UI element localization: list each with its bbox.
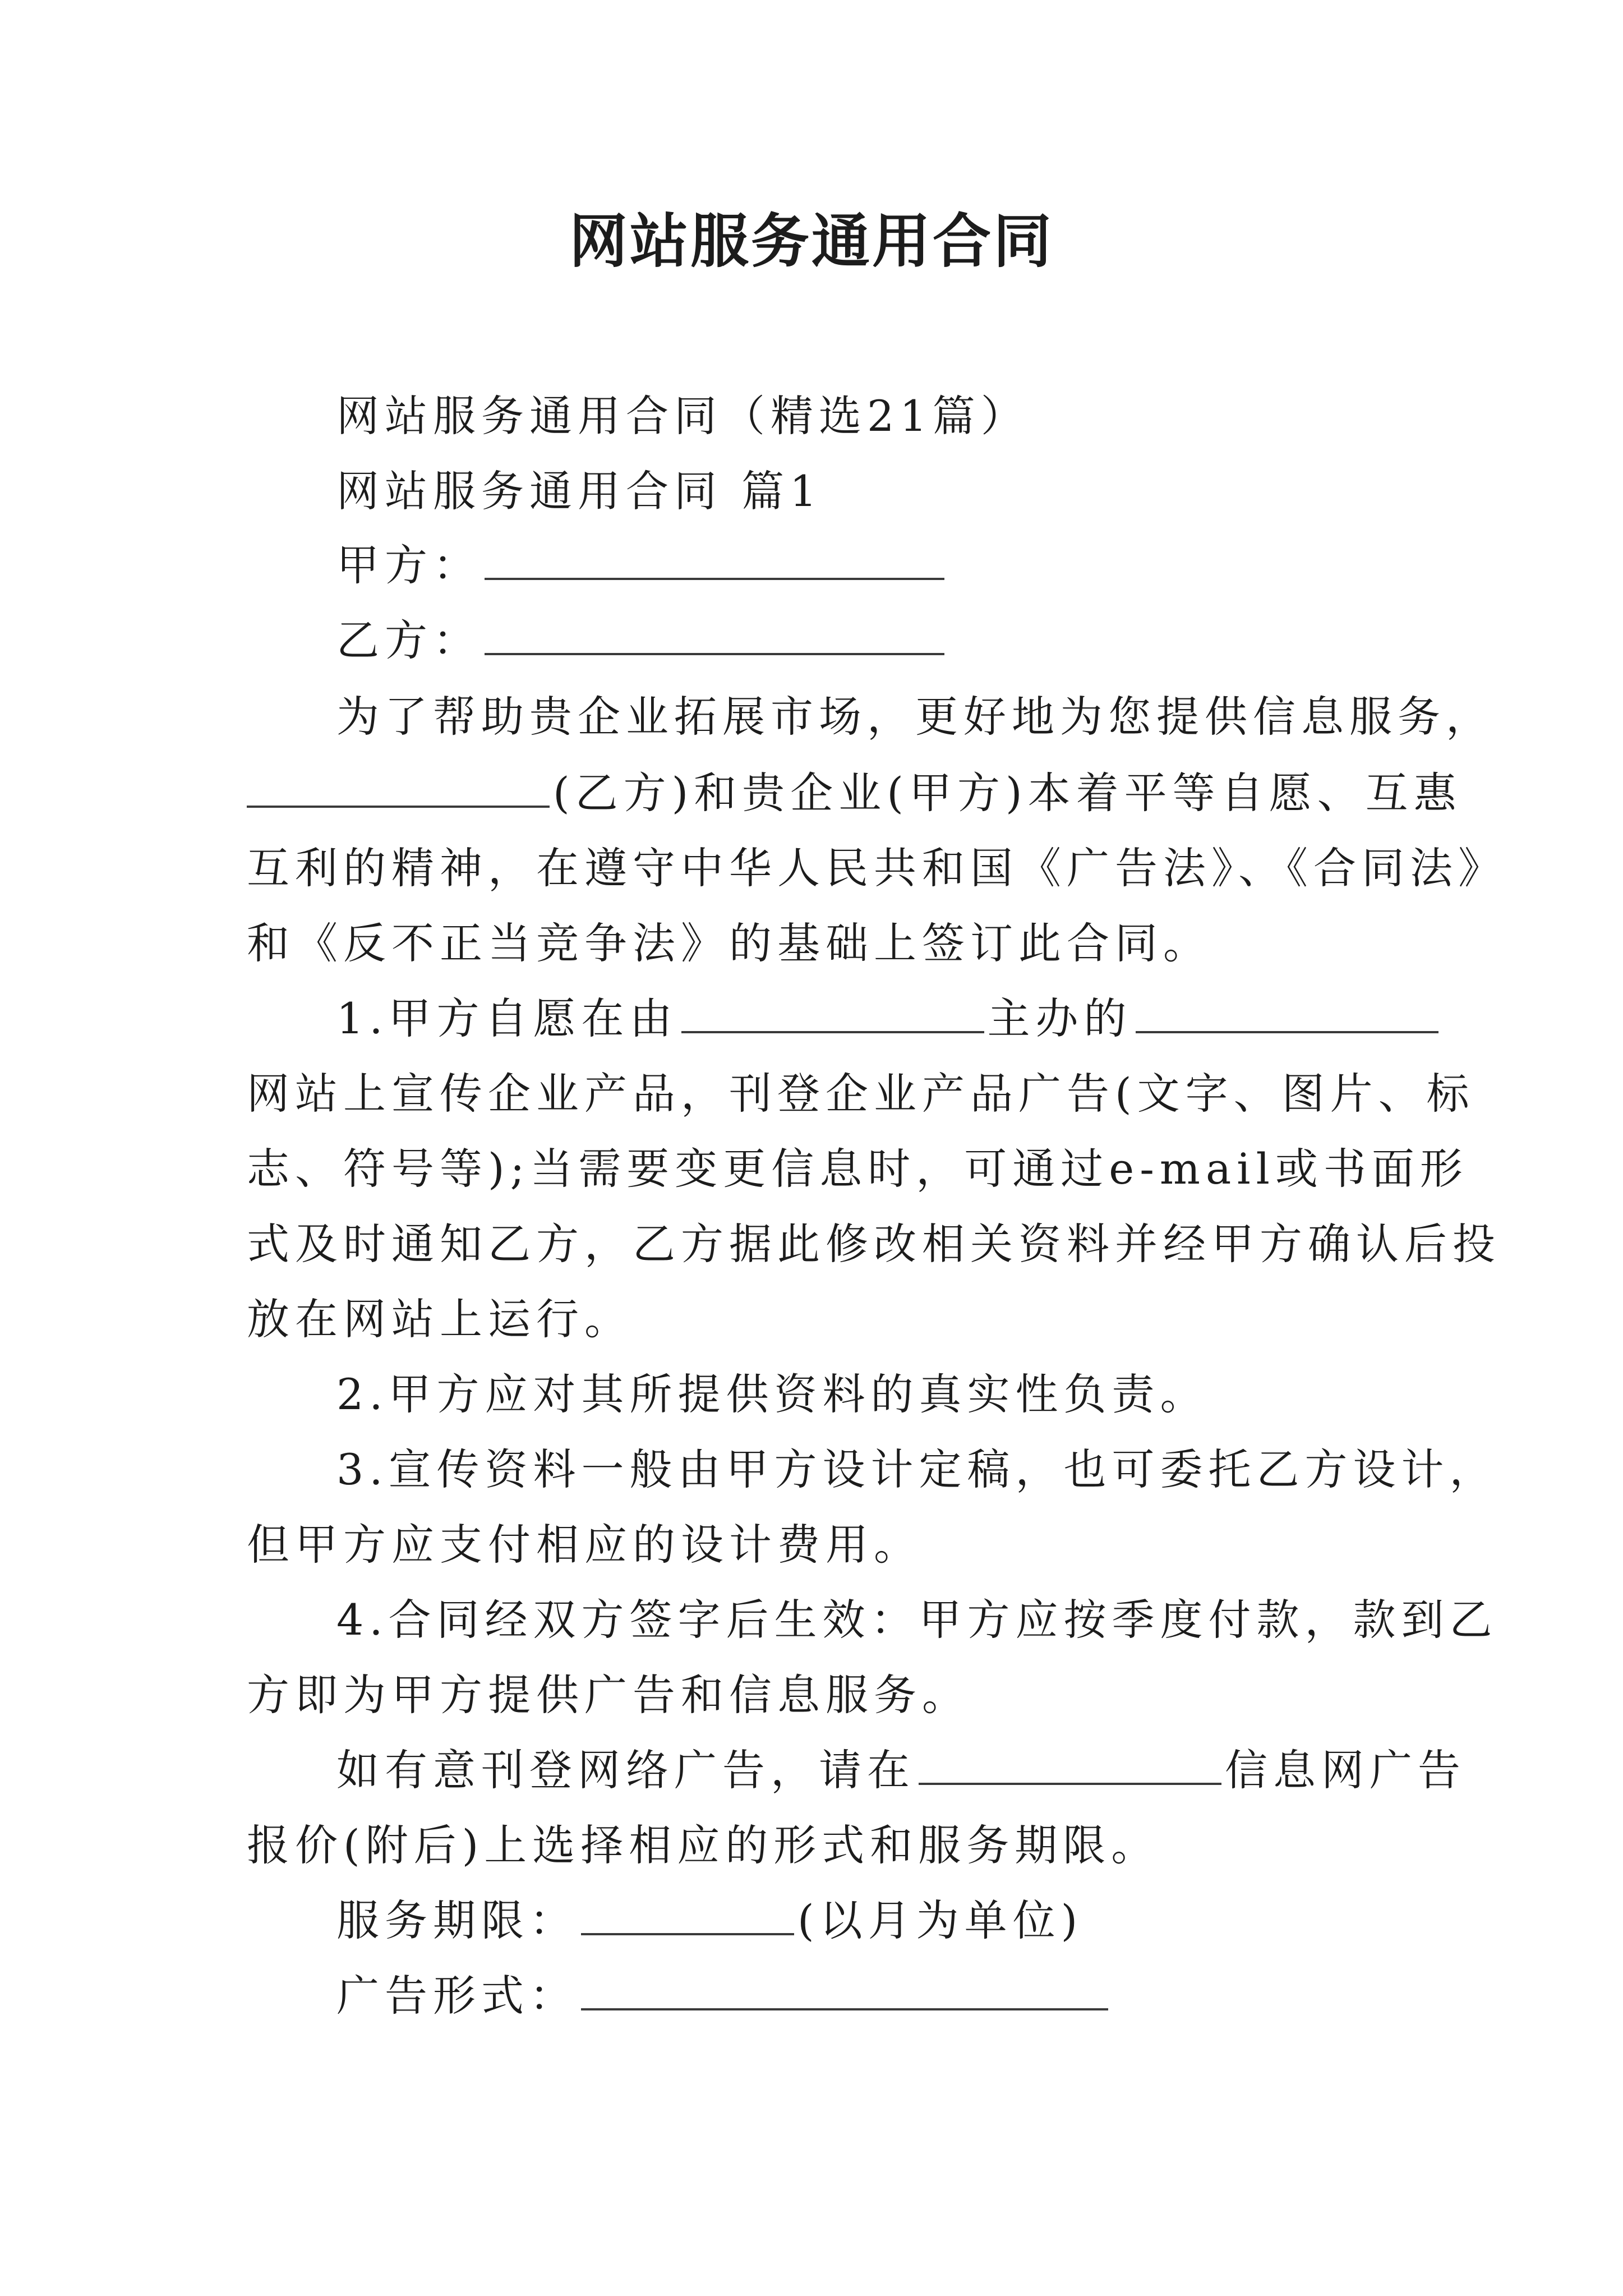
party-a-line: [336, 537, 948, 593]
intro-line-1: 为了帮助贵企业拓展市场，更好地为您提供信息服务，: [336, 692, 1494, 742]
item3-line-1: 3.宣传资料一般由甲方设计定稿，也可委托乙方设计，: [336, 1444, 1498, 1494]
item4-line-2: 方即为甲方提供广告和信息服务。: [247, 1670, 970, 1720]
item4-line-1: 4.合同经双方签字后生效：甲方应按季度付款，款到乙: [336, 1595, 1498, 1645]
ad-note-line-1b: 信息网广告: [1225, 1745, 1466, 1795]
item1-line-1b: 主办的: [987, 993, 1132, 1043]
intro-line-4: 和《反不正当竞争法》的基础上签订此合同。: [247, 918, 1211, 968]
ad-note-line-1: [336, 1742, 1466, 1798]
intro-line-3: 互利的精神，在遵守中华人民共和国《广告法》、《合同法》: [247, 843, 1506, 893]
item1-line-1: [336, 991, 1442, 1047]
party-b-blank: [485, 614, 944, 655]
subtitle: 网站服务通用合同（精选21篇）: [336, 391, 1029, 441]
party-b-line: [336, 613, 948, 669]
service-period-label: 服务期限：: [336, 1895, 578, 1945]
item2-line: 2.甲方应对其所提供资料的真实性负责。: [336, 1369, 1209, 1419]
party-a-label: 甲方：: [336, 540, 481, 590]
item1-line-5: 放在网站上运行。: [247, 1294, 633, 1344]
ad-note-line-1a: 如有意刊登网络广告，请在: [336, 1745, 915, 1795]
organizer-blank: [681, 992, 984, 1033]
party-b-name-blank: [247, 766, 550, 808]
section-heading: 网站服务通用合同 篇1: [336, 466, 823, 516]
intro-line-2-text: (乙方)和贵企业(甲方)本着平等自愿、互惠: [553, 768, 1462, 818]
item1-line-3: 志、符号等);当需要变更信息时，可通过e-mail或书面形: [247, 1144, 1468, 1194]
website-name-blank: [1136, 992, 1438, 1033]
service-period-suffix: (以月为单位): [797, 1895, 1083, 1945]
service-period-line: [336, 1893, 1083, 1949]
info-site-blank: [919, 1743, 1221, 1785]
party-b-label: 乙方：: [336, 615, 481, 665]
ad-note-line-2: 报价(附后)上选择相应的形式和服务期限。: [247, 1820, 1160, 1870]
item1-line-4: 式及时通知乙方，乙方据此修改相关资料并经甲方确认后投: [247, 1219, 1501, 1269]
ad-form-line: [336, 1968, 1112, 2024]
ad-form-blank: [581, 1969, 1108, 2010]
item1-line-1a: 1.甲方自愿在由: [336, 993, 678, 1043]
document-title: 网站服务通用合同: [569, 206, 1054, 275]
intro-line-2: [247, 765, 1462, 821]
service-period-blank: [581, 1894, 794, 1935]
item1-line-2: 网站上宣传企业产品，刊登企业产品广告(文字、图片、标: [247, 1069, 1475, 1119]
item3-line-2: 但甲方应支付相应的设计费用。: [247, 1520, 922, 1570]
ad-form-label: 广告形式：: [336, 1971, 578, 2021]
party-a-blank: [485, 539, 944, 580]
